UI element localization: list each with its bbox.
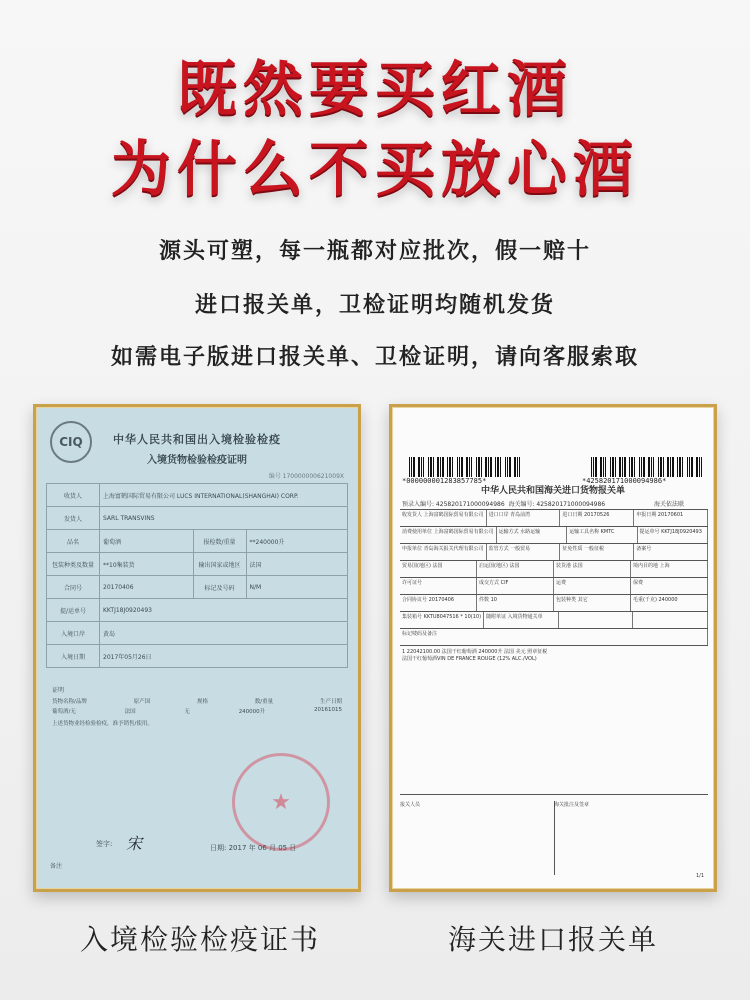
subtext-line3: 如需电子版进口报关单、卫检证明，请向客服索取 xyxy=(110,345,639,370)
caption-inspection-certificate: 入境检验检疫证书 xyxy=(79,923,320,956)
cert-value: 葡萄酒 xyxy=(100,530,194,553)
customs-footer xyxy=(400,801,708,875)
product-header: 数/重量 xyxy=(254,699,274,705)
subtext-line1: 源头可塑，每一瓶都对应批次，假一赔十 xyxy=(158,239,591,264)
customs-row: 消费使用单位 上海富鹤国际贸易有限公司 运输方式 水路运输 运输工具名称 KMTC 提运单号 KKTJ18J0920493 xyxy=(400,526,708,543)
cert-value: N/M xyxy=(246,576,347,599)
customs-row: 申报单位 青岛海关报关代理有限公司 监管方式 一般贸易 征免性质 一般征税 备案号 xyxy=(400,543,708,560)
cert-label: 品名 xyxy=(47,530,100,553)
customs-item-detail: 法国干红葡萄酒VIN DE FRANCE ROUGE (12% ALC./VOL) xyxy=(402,656,537,662)
cert-value: 20170406 xyxy=(100,576,194,599)
customs-row: 集装箱号 KKTU8047516 * 10(10) 随附单证 入境货物通关单 xyxy=(400,611,708,628)
ciq-logo-icon: CIQ xyxy=(50,421,92,463)
customs-grid xyxy=(400,509,708,645)
certificate-date: 日期: 2017 年 06 月 05 日 xyxy=(210,844,297,852)
cert-label: 入境口岸 xyxy=(47,622,100,645)
certificate-title: 中华人民共和国出入境检验检疫 xyxy=(113,433,281,446)
cert-value: 上海富鹤国际贸易有限公司 LUCS INTERNATIONAL(SHANGHAI) CORP. xyxy=(100,484,348,507)
subtext-line2: 进口报关单，卫检证明均随机发货 xyxy=(194,293,555,318)
cert-value: **240000升 xyxy=(246,530,347,553)
proof-label: 证明 xyxy=(52,687,65,694)
customs-item-line: 1 22042100.00 法国干红葡萄酒 240000升 法国 美元 照章征税 xyxy=(402,649,548,655)
product-header: 货物名称/品牌 xyxy=(52,699,87,705)
customs-items xyxy=(400,645,708,795)
cert-label: 包装种类及数量 xyxy=(47,553,100,576)
page-number: 1/1 xyxy=(695,873,704,879)
cert-label: 入境日期 xyxy=(47,645,100,668)
product-header: 生产日期 xyxy=(319,699,342,705)
certificate-note: 上述货物业经检验检疫，准予销售/使用。 xyxy=(52,721,153,727)
cert-label: 输出国家或地区 xyxy=(193,553,246,576)
certificate-table xyxy=(46,483,348,668)
signature: 宋 xyxy=(126,834,143,853)
caption-customs-declaration: 海关进口报关单 xyxy=(447,923,658,956)
certificate-subtitle: 入境货物检验检疫证明 xyxy=(147,455,247,466)
sign-label: 签字: xyxy=(96,840,113,848)
customs-declaration-image xyxy=(389,404,717,892)
cert-label: 合同号 xyxy=(47,576,100,599)
customs-marks: 标记唛码及备注 xyxy=(400,628,708,645)
product-value: 20161015 xyxy=(313,707,342,713)
headline-line1: 既然要买红酒 xyxy=(177,55,573,125)
certificate-number: 编号 170000000621009X xyxy=(268,473,344,480)
customs-title: 中华人民共和国海关进口货物报关单 xyxy=(480,486,625,496)
cert-label: 发货人 xyxy=(47,507,100,530)
headline-line2: 为什么不买放心酒 xyxy=(111,135,639,205)
customs-preentry-number: 预录入编号: 425820171000094986 海关编号: 425820171000094986 xyxy=(402,501,606,508)
customs-row: 收发货人 上海富鹤国际贸易有限公司 进口口岸 青岛前湾 进口日期 20170526 申报日期 20170601 xyxy=(400,509,708,526)
product-header: 规格 xyxy=(196,699,208,705)
product-value: 240000升 xyxy=(238,709,266,715)
official-stamp-icon: ★ xyxy=(232,753,330,851)
certificate-footer: 备注 xyxy=(50,863,63,870)
cert-value: KKTJ18J0920493 xyxy=(100,599,348,622)
cert-label: 报检数/重量 xyxy=(193,530,246,553)
barcode-left-number: *000000001283857785* xyxy=(402,477,487,485)
inspection-certificate-image xyxy=(33,404,361,892)
cert-value: **10集装货 xyxy=(100,553,194,576)
declarant-block: 报关人员 xyxy=(400,801,555,875)
cert-label: 提/运单号 xyxy=(47,599,100,622)
product-value: 无 xyxy=(184,709,190,715)
barcode-right-icon xyxy=(588,457,702,477)
cert-label: 收货人 xyxy=(47,484,100,507)
product-value: 葡萄酒/无 xyxy=(52,709,76,715)
cert-value: SARL TRANSVINS xyxy=(100,507,348,530)
customs-row: 许可证号 成交方式 CIF 运费 保费 xyxy=(400,577,708,594)
customs-row: 合同协议号 20170406 件数 10 包装种类 其它 毛重(千克) 240000 xyxy=(400,594,708,611)
product-value-row xyxy=(52,707,342,715)
customs-row: 贸易国(地区) 法国 启运国(地区) 法国 装货港 法国 境内目的地 上海 xyxy=(400,560,708,577)
cert-label: 标记及号码 xyxy=(193,576,246,599)
product-value: 法国 xyxy=(124,709,136,715)
product-header: 原产国 xyxy=(133,699,151,705)
barcode-right-number: *425820171000094986* xyxy=(582,477,667,485)
customs-approval-block: 海关批注及签章 xyxy=(554,802,590,808)
cert-value: 法国 xyxy=(246,553,347,576)
cert-value: 2017年05月26日 xyxy=(100,645,348,668)
barcode-left-icon xyxy=(406,457,520,477)
customs-copy-label: 海关依法联 xyxy=(653,501,684,508)
product-header-row xyxy=(52,697,342,705)
cert-value: 黄岛 xyxy=(100,622,348,645)
